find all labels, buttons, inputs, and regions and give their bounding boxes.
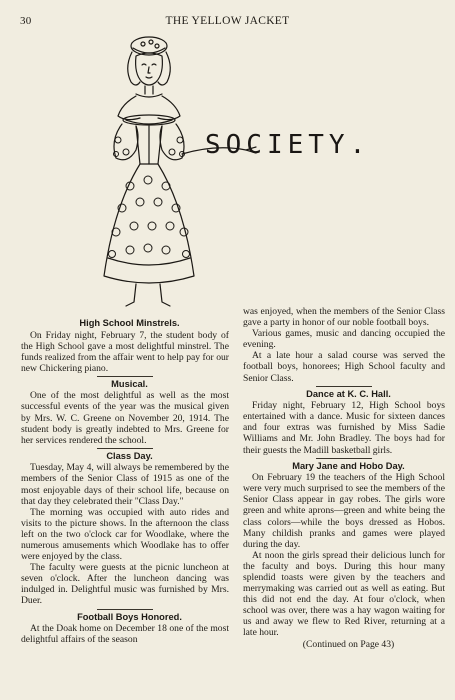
running-header — [20, 15, 435, 31]
section-divider — [97, 609, 153, 610]
paragraph: At the Doak home on December 18 one of the most delightful affairs of the season — [21, 623, 229, 646]
society-title: SOCIETY. — [205, 130, 371, 160]
journal-title: THE YELLOW JACKET — [165, 15, 290, 27]
paragraph: The morning was occupied with auto rides and visits to the picture shows. In the afternoon the class left on the two o'clock car for Woodlake, where the numerous amusements which Woodlake has to offer were enjoyed by the class. — [21, 506, 229, 563]
paragraph: Tuesday, May 4, will always be remembered by the members of the Senior Class of 1915 as one of the most enjoyable days of their school life, because on that day they celebrated their "Class Day." — [21, 462, 229, 507]
section-heading: Dance at K. C. Hall. — [306, 388, 391, 399]
section-divider — [316, 458, 372, 459]
paragraph: Friday night, February 12, High School boys entertained with a dance. Music for sixteen dances and four extras was furnished by Miss Sadie Williams and Mr. John Bradley. The boys had for their guests the Madill basketball girls. — [243, 400, 445, 456]
section-heading: Football Boys Honored. — [77, 611, 182, 622]
paragraph: At a late hour a salad course was served the football boys, honorees; High School faculty and Senior Class. — [243, 350, 445, 384]
paragraph: Various games, music and dancing occupied the evening. — [243, 328, 445, 351]
paragraph: was enjoyed, when the members of the Senior Class gave a party in honor of our noble football boys. — [243, 306, 445, 329]
page-number: 30 — [20, 15, 32, 27]
section-heading: High School Minstrels. — [79, 318, 180, 328]
paragraph: On February 19 the teachers of the High School were very much surprised to see the members of the Senior Class appear in gay robes. The girls wore green and white aprons—green and white being the class colors—while the boys dressed as Hobos. Many childish pranks and games were played during the day. — [243, 472, 445, 550]
section-divider — [316, 386, 372, 387]
section-divider — [97, 376, 153, 377]
paragraph: At noon the girls spread their delicious lunch for the faculty and boys. During this hour many splendid toasts were given by the teachers and merrymaking was carried out as well as eating. But this did not end the day. At four o'clock, when school was over, there was a hay wagon waiting for us and away we flew to Red River, returning at a late hour. — [243, 549, 445, 639]
section-heading: Mary Jane and Hobo Day. — [292, 460, 405, 471]
section-heading: Musical. — [111, 378, 148, 389]
left-column — [21, 318, 229, 645]
lady-illustration — [96, 36, 276, 314]
paragraph: One of the most delightful as well as the most successful events of the year was the musical given by Mrs. W. C. Greene on November 20, 1914. The student body is greatly indebted to Mrs. Greene for her services rendered the school. — [21, 390, 229, 446]
right-column — [243, 306, 445, 650]
section-divider — [97, 448, 153, 449]
section-heading: Class Day. — [106, 450, 153, 461]
paragraph: The faculty were guests at the picnic luncheon at seven o'clock. After the luncheon dancing was indulged in. Delightful music was furnished by Mrs. Duer. — [21, 562, 229, 607]
continuation-note: (Continued on Page 43) — [302, 638, 395, 650]
paragraph: On Friday night, February 7, the student body of the High School gave a most delightful minstrel. The funds realized from the affair went to help pay for our new Chickering piano. — [21, 329, 229, 374]
